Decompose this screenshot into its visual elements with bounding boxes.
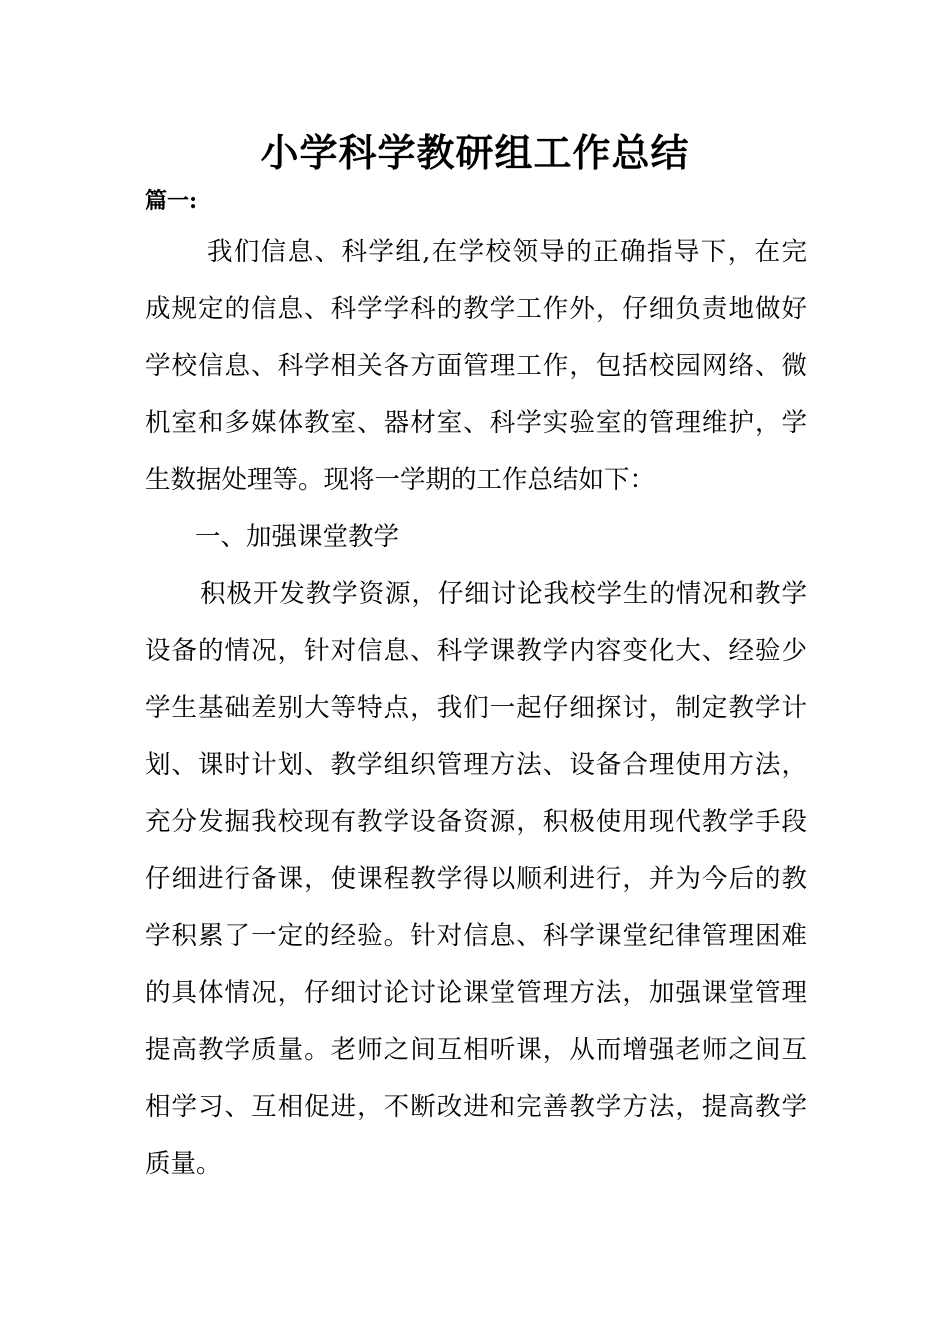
paragraph-2-line: 提高教学质量。老师之间互相听课，从而增强老师之间互 bbox=[145, 1035, 807, 1065]
paragraph-2-line: 设备的情况，针对信息、科学课教学内容变化大、经验少 bbox=[145, 636, 807, 666]
paragraph-2-line: 学积累了一定的经验。针对信息、科学课堂纪律管理困难 bbox=[145, 921, 807, 951]
paragraph-2-line: 质量。 bbox=[145, 1149, 222, 1179]
paragraph-1-line: 生数据处理等。现将一学期的工作总结如下： bbox=[145, 465, 656, 495]
paragraph-2-line: 划、课时计划、教学组织管理方法、设备合理使用方法， bbox=[145, 750, 807, 780]
document-title: 小学科学教研组工作总结 bbox=[260, 130, 690, 175]
paragraph-2-line: 的具体情况，仔细讨论讨论课堂管理方法，加强课堂管理 bbox=[145, 978, 807, 1008]
paragraph-1-line: 成规定的信息、科学学科的教学工作外，仔细负责地做好 bbox=[145, 294, 807, 324]
paragraph-1-line: 机室和多媒体教室、器材室、科学实验室的管理维护，学 bbox=[145, 408, 807, 438]
paragraph-1-line: 我们信息、科学组,在学校领导的正确指导下，在完 bbox=[207, 237, 807, 267]
paragraph-2-line: 积极开发教学资源，仔细讨论我校学生的情况和教学 bbox=[200, 579, 807, 609]
paragraph-2-line: 充分发掘我校现有教学设备资源，积极使用现代教学手段 bbox=[145, 807, 807, 837]
paragraph-2-line: 学生基础差别大等特点，我们一起仔细探讨，制定教学计 bbox=[145, 693, 807, 723]
paragraph-2-line: 相学习、互相促进，不断改进和完善教学方法，提高教学 bbox=[145, 1092, 807, 1122]
section-heading: 一、加强课堂教学 bbox=[195, 522, 400, 552]
paragraph-1-line: 学校信息、科学相关各方面管理工作，包括校园网络、微 bbox=[145, 351, 807, 381]
paragraph-2-line: 仔细进行备课，使课程教学得以顺利进行，并为今后的教 bbox=[145, 864, 807, 894]
section-label: 篇一: bbox=[145, 188, 198, 214]
